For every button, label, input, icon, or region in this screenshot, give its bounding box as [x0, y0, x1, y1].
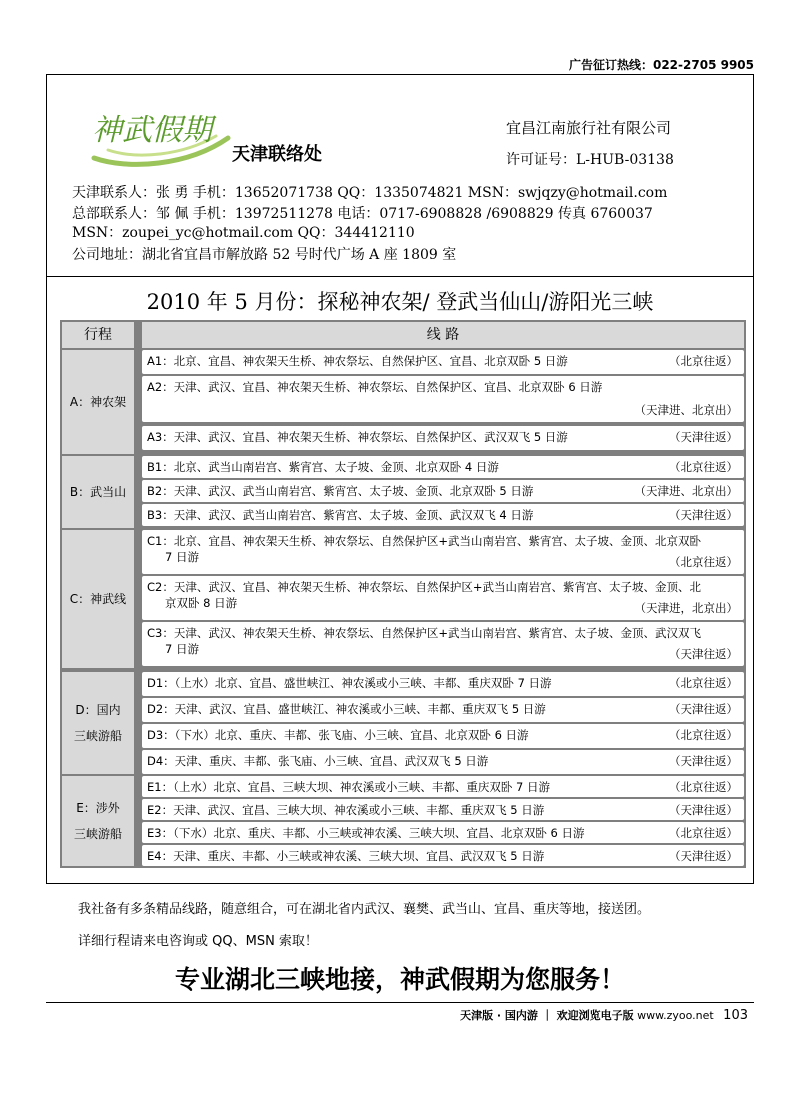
contact-line: 总部联系人：邹 佩 手机：13972511278 电话：0717-6908828 /6908829 传真 6760037 — [72, 206, 653, 222]
route-row: A2：天津、武汉、宜昌、神农架天生桥、神农祭坛、自然保护区、宜昌、北京双卧 6 日游 （天津进、北京出） — [142, 376, 744, 422]
service-description: 我社备有多条精品线路，随意组合，可在湖北省内武汉、襄樊、武当山、宜昌、重庆等地，接送团。 — [78, 902, 651, 917]
license-number: 许可证号：L-HUB-03138 — [506, 152, 674, 168]
website-link[interactable]: www.zyoo.net — [637, 1009, 714, 1022]
headline: 2010 年 5 月份：探秘神农架/ 登武当仙山/游阳光三峡 — [146, 290, 654, 314]
group-d-label: D：国内 三峡游船 — [62, 672, 134, 774]
route-row: D2：天津、武汉、宜昌、盛世峡江、神农溪或小三峡、丰都、重庆双飞 5 日游 （天津往返） — [142, 698, 744, 722]
office-name: 天津联络处 — [232, 144, 322, 165]
slogan: 专业湖北三峡地接，神武假期为您服务！ — [174, 965, 625, 994]
col-header-itinerary: 行程 — [62, 322, 134, 348]
route-row: C2：天津、武汉、宜昌、神农架天生桥、神农祭坛、自然保护区+武当山南岩宫、紫宵宫、太子坡、金顶、北 京双卧 8 日游 （天津进，北京出） — [142, 576, 744, 620]
route-row: E1：（上水）北京、宜昌、三峡大坝、神农溪或小三峡、丰都、重庆双卧 7 日游 （北京往返） — [142, 776, 744, 797]
edition-label: 天津版 · 国内游 ｜ 欢迎浏览电子版 — [460, 1009, 634, 1022]
route-row: D4：天津、重庆、丰都、张飞庙、小三峡、宜昌、武汉双飞 5 日游 （天津往返） — [142, 750, 744, 774]
group-e-label: E：涉外 三峡游船 — [62, 776, 134, 866]
route-row: C3：天津、武汉、神农架天生桥、神农祭坛、自然保护区+武当山南岩宫、紫宵宫、太子坡、金顶、武汉双飞 7 日游 （天津往返） — [142, 622, 744, 666]
contact-line: MSN：zoupei_yc@hotmail.com QQ：344412110 — [72, 225, 415, 241]
divider — [46, 276, 754, 277]
contact-line: 天津联系人：张 勇 手机：13652071738 QQ：1335074821 MSN：swjqzy@hotmail.com — [72, 185, 668, 201]
svg-text:神武假期: 神武假期 — [92, 113, 212, 148]
route-row: B2：天津、武汉、武当山南岩宫、紫宵宫、太子坡、金顶、北京双卧 5 日游 （天津进、北京出） — [142, 480, 744, 502]
route-row: C1：北京、宜昌、神农架天生桥、神农祭坛、自然保护区+武当山南岩宫、紫宵宫、太子坡、金顶、北京双卧 7 日游 （北京往返） — [142, 530, 744, 574]
col-header-route: 线 路 — [142, 322, 744, 348]
route-row: B1：北京、武当山南岩宫、紫宵宫、太子坡、金顶、北京双卧 4 日游 （北京往返） — [142, 456, 744, 478]
company-name: 宜昌江南旅行社有限公司 — [506, 119, 672, 137]
itinerary-table — [60, 320, 746, 868]
group-a-label: A：神农架 — [62, 350, 134, 454]
route-row: A3：天津、武汉、宜昌、神农架天生桥、神农祭坛、自然保护区、武汉双飞 5 日游 （天津往返） — [142, 426, 744, 450]
route-row: E3：（下水）北京、重庆、丰都、小三峡或神农溪、三峡大坝、宜昌、北京双卧 6 日游 （北京往返） — [142, 822, 744, 843]
logo — [88, 100, 238, 172]
group-c-label: C：神武线 — [62, 530, 134, 668]
group-b-label: B：武当山 — [62, 456, 134, 528]
route-row: A1：北京、宜昌、神农架天生桥、神农祭坛、自然保护区、宜昌、北京双卧 5 日游 （北京往返） — [142, 350, 744, 374]
page-footer — [460, 1007, 748, 1023]
inquiry-note: 详细行程请来电咨询或 QQ、MSN 索取！ — [78, 934, 318, 949]
route-row: D3：（下水）北京、重庆、丰都、张飞庙、小三峡、宜昌、北京双卧 6 日游 （北京往返） — [142, 724, 744, 748]
route-row: E4：天津、重庆、丰都、小三峡或神农溪、三峡大坝、宜昌、武汉双飞 5 日游 （天津往返） — [142, 845, 744, 866]
ad-hotline: 广告征订热线：022-2705 9905 — [568, 58, 754, 72]
footer-divider — [46, 1002, 754, 1003]
route-row: B3：天津、武汉、武当山南岩宫、紫宵宫、太子坡、金顶、武汉双飞 4 日游 （天津往返） — [142, 504, 744, 526]
address-line: 公司地址：湖北省宜昌市解放路 52 号时代广场 A 座 1809 室 — [72, 247, 457, 263]
route-row: D1：（上水）北京、宜昌、盛世峡江、神农溪或小三峡、丰都、重庆双卧 7 日游 （北京往返） — [142, 672, 744, 696]
route-row: E2：天津、武汉、宜昌、三峡大坝、神农溪或小三峡、丰都、重庆双飞 5 日游 （天津往返） — [142, 799, 744, 820]
page-number: 103 — [723, 1008, 748, 1023]
